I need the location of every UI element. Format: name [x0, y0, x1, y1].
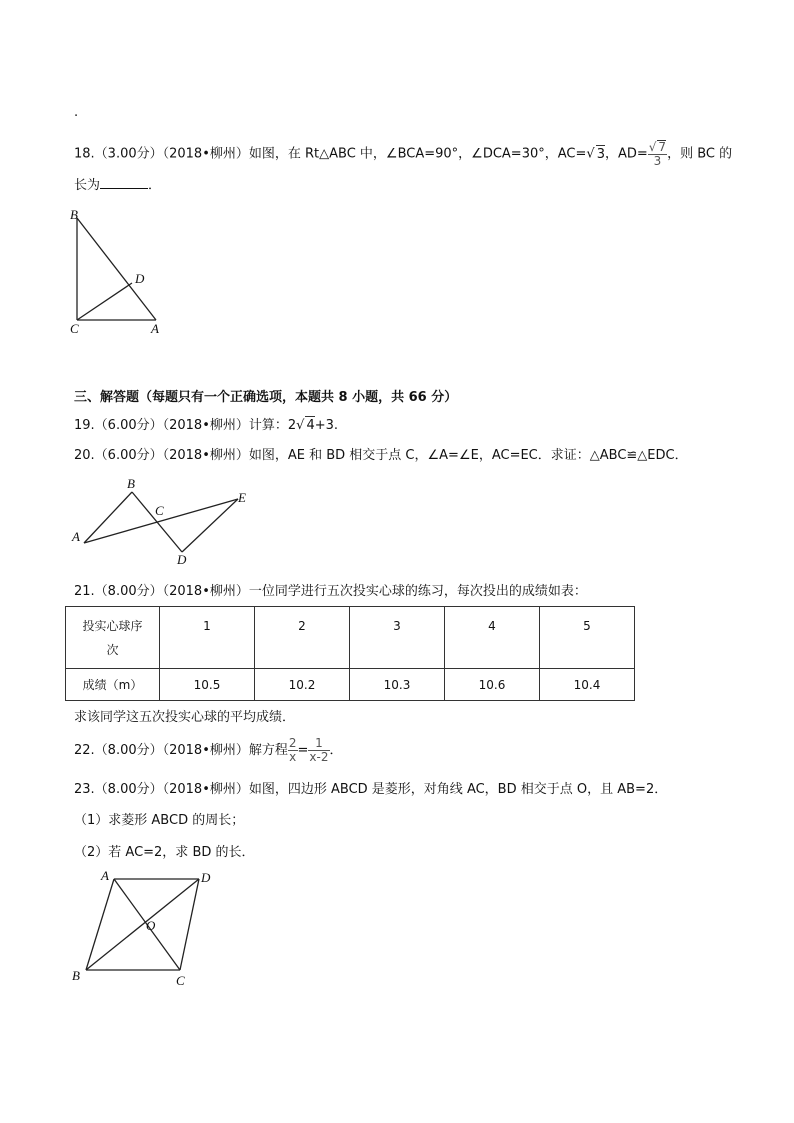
question-22 — [74, 737, 343, 764]
q22-prefix: 22.（8.00分）（2018•柳州）解方程 — [74, 743, 288, 758]
segment-BA — [86, 879, 114, 970]
score-table — [65, 606, 635, 701]
section-3-heading: 三、解答题（每题只有一个正确选项，本题共 8 小题，共 66 分） — [74, 390, 458, 405]
row1-header-line1: 投实心球序 — [82, 618, 143, 633]
segment-BD — [132, 492, 182, 552]
q18-ad-fraction — [648, 140, 667, 168]
label-B: B — [70, 207, 78, 222]
question-18-line2 — [74, 176, 161, 195]
table-cell: 3 — [350, 607, 445, 669]
q22-rhs-fraction — [308, 737, 329, 764]
q22-eq: = — [297, 743, 309, 758]
q22-rhs-den: x-2 — [309, 750, 329, 764]
sqrt-icon: √ — [648, 140, 657, 154]
q22-lhs-den: x — [289, 750, 297, 764]
label-E: E — [238, 490, 246, 505]
diagonal-BD — [86, 879, 199, 970]
table-cell: 1 — [160, 607, 255, 669]
figure-q18-triangle — [66, 205, 176, 340]
table-cell: 10.4 — [540, 669, 635, 701]
label-O: O — [146, 918, 156, 933]
label-A: A — [151, 321, 159, 336]
q19-prefix: 19.（6.00分）（2018•柳州）计算：2 — [74, 418, 297, 433]
table-header-cell — [66, 607, 160, 669]
table-cell: 5 — [540, 607, 635, 669]
row1-header-line2: 次 — [106, 642, 119, 657]
leftover-dot: . — [74, 105, 79, 120]
table-cell: 10.6 — [445, 669, 540, 701]
sqrt-icon: √ — [586, 146, 595, 162]
q19-suffix: +3. — [314, 418, 339, 433]
question-18-line1 — [74, 140, 732, 168]
question-23-part1: （1）求菱形 ABCD 的周长； — [74, 813, 245, 828]
segment-AB — [84, 492, 132, 543]
label-D: D — [177, 552, 187, 567]
q18-prefix: 18.（3.00分）（2018•柳州）如图，在 Rt△ABC 中，∠BCA=90°，∠DCA=30°，AC= — [74, 146, 587, 162]
q18-line2: 长为 — [74, 178, 101, 193]
question-23-part2: （2）若 AC=2，求 BD 的长． — [74, 845, 255, 860]
table-row — [66, 669, 635, 701]
q22-lhs-num: 2 — [288, 736, 297, 750]
q22-suffix: ． — [329, 743, 343, 758]
table-cell: 10.5 — [160, 669, 255, 701]
label-C: C — [70, 321, 79, 336]
q18-ad-num: 7 — [658, 140, 667, 154]
figure-q20-triangles — [66, 474, 256, 569]
sqrt-icon: √ — [296, 418, 305, 433]
q18-ac-root: 3 — [596, 146, 605, 162]
answer-blank — [100, 176, 148, 189]
figure-q23-rhombus — [64, 866, 224, 991]
table-cell: 2 — [255, 607, 350, 669]
q18-mid: ，AD= — [604, 146, 648, 162]
label-B: B — [72, 968, 80, 983]
segment-CD — [77, 283, 132, 320]
table-cell: 10.2 — [255, 669, 350, 701]
question-21-follow: 求该同学这五次投实心球的平均成绩． — [74, 710, 296, 725]
q22-rhs-num: 1 — [308, 737, 329, 751]
q22-lhs-fraction — [288, 737, 298, 764]
table-row — [66, 607, 635, 669]
q19-root: 4 — [306, 418, 315, 433]
question-20: 20.（6.00分）（2018•柳州）如图，AE 和 BD 相交于点 C，∠A=∠E，AC=EC．求证：△ABC≌△EDC． — [74, 448, 688, 463]
q18-line2-end: ． — [148, 178, 162, 193]
label-C: C — [155, 503, 164, 518]
table-cell: 10.3 — [350, 669, 445, 701]
table-header-cell: 成绩（m） — [66, 669, 160, 701]
q18-ad-den: 3 — [653, 154, 662, 168]
label-D: D — [201, 870, 211, 885]
label-C: C — [176, 973, 185, 988]
label-A: A — [101, 868, 109, 883]
label-A: A — [72, 529, 80, 544]
label-B: B — [127, 476, 135, 491]
q18-suffix: ，则 BC 的 — [667, 146, 733, 162]
label-D: D — [135, 271, 145, 286]
segment-BA — [77, 218, 156, 320]
question-19 — [74, 416, 338, 435]
question-21: 21.（8.00分）（2018•柳州）一位同学进行五次投实心球的练习，每次投出的成绩如表： — [74, 584, 587, 599]
question-23: 23.（8.00分）（2018•柳州）如图，四边形 ABCD 是菱形，对角线 AC，BD 相交于点 O，且 AB=2． — [74, 782, 668, 797]
table-cell: 4 — [445, 607, 540, 669]
